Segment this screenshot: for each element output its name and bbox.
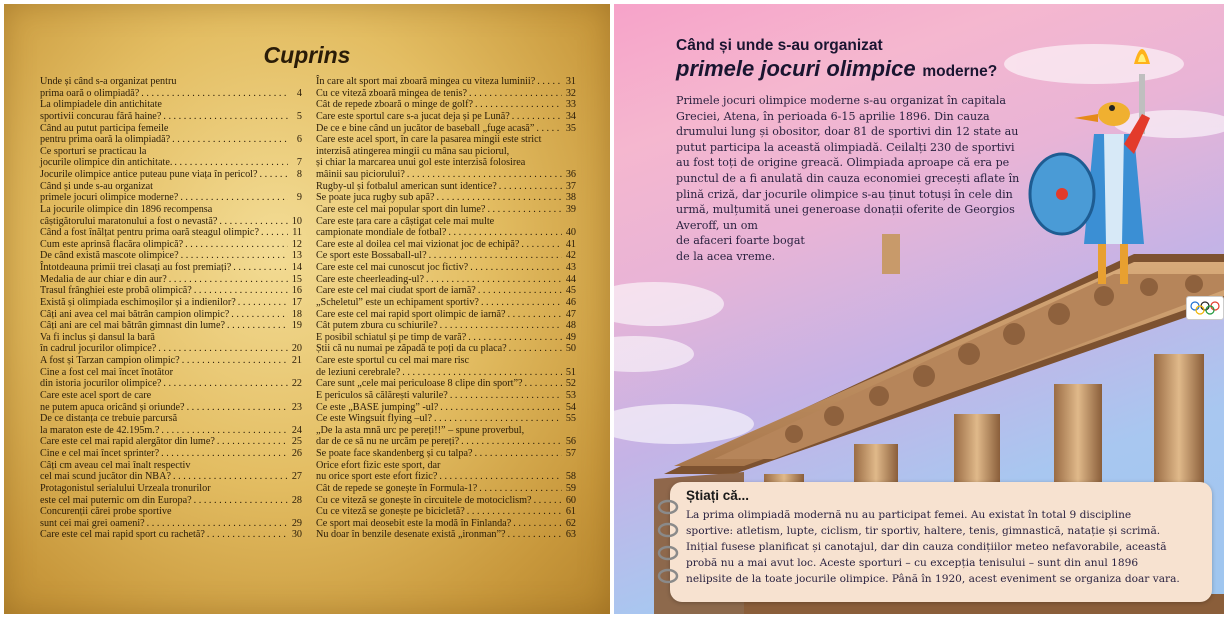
toc-leader-dots [521, 239, 562, 251]
toc-entry-text: este cel mai puternic om din Europa? [40, 494, 192, 506]
toc-page-number: 61 [565, 506, 576, 518]
toc-entry-text: cel mai scund jucător din NBA? [40, 471, 171, 483]
toc-leader-dots [448, 227, 562, 239]
toc-leader-dots [261, 227, 288, 239]
toc-entry [316, 402, 576, 414]
toc-entry [316, 495, 576, 507]
toc-leader-dots [194, 285, 288, 297]
toc-entry-text: Cum este aprinsă flacăra olimpică? [40, 238, 184, 250]
toc-entry-text: Nu doar în benzile desenate există „ironman”? [316, 529, 506, 541]
toc-entry [40, 297, 302, 309]
toc-page-number: 20 [291, 343, 302, 355]
question-heading-emphasis [676, 55, 997, 83]
toc-entry [40, 506, 302, 529]
toc-page-number: 19 [291, 320, 302, 332]
did-you-know-line: Inițial fusese planificat și canotajul, dar din cauza condițiilor meteo nefavorabile, această [686, 541, 1167, 554]
toc-leader-dots [231, 309, 288, 321]
toc-entry-text: sunt cei mai grei oameni? [40, 517, 145, 529]
toc-leader-dots [180, 192, 288, 204]
toc-page-number: 13 [291, 250, 302, 262]
toc-entry-text: Ce este „BASE jumping” -ul? [316, 401, 439, 413]
toc-entry [40, 460, 302, 483]
toc-entry [40, 332, 302, 355]
toc-entry-text: prima oară o olimpiadă? [40, 87, 140, 99]
toc-entry [40, 413, 302, 436]
toc-entry [316, 320, 576, 332]
toc-leader-dots [260, 169, 288, 181]
toc-page-number: 59 [565, 482, 576, 494]
toc-leader-dots [227, 320, 288, 332]
toc-page-number: 49 [565, 331, 576, 343]
did-you-know-line: sportive: atletism, lupte, ciclism, tir sportiv, haltere, tenis, gimnastică, natație și scrimă. [686, 525, 1161, 538]
toc-entry-text: „De la asta mnă urc pe pereți!!” – spune proverbul, [316, 424, 525, 436]
toc-page-number: 31 [565, 76, 576, 87]
toc-entry [316, 274, 576, 286]
toc-page-number: 23 [291, 401, 302, 413]
toc-page-number: 34 [565, 110, 576, 122]
toc-entry-text: În care alt sport mai zboară mingea cu viteza luminii? [316, 76, 536, 87]
toc-page-number: 53 [565, 389, 576, 401]
toc-page-number: 56 [565, 436, 576, 448]
toc-entry-text: Cu ce viteză se gonește în circuitele de motociclism? [316, 494, 532, 506]
toc-entry-text: Care este cel mai cunoscut joc fictiv? [316, 262, 469, 273]
toc-entry [40, 227, 302, 239]
toc-entry-text: Concurenții cărei probe sportive [40, 506, 172, 518]
toc-page-number: 14 [291, 262, 302, 273]
toc-entry-text: Jocurile olimpice antice puteau pune viața în pericol? [40, 169, 258, 180]
toc-leader-dots [469, 88, 562, 100]
toc-leader-dots [163, 378, 288, 390]
toc-entry-text: Care este sportul cu cel mai mare risc [316, 355, 470, 366]
toc-entry [316, 123, 576, 135]
toc-title: Cuprins [263, 42, 351, 68]
toc-leader-dots [467, 506, 562, 518]
toc-leader-dots [161, 448, 288, 460]
article-text-line: Primele jocuri olimpice moderne s-au organizat în capitala [676, 94, 1007, 107]
toc-leader-dots [182, 355, 288, 367]
toc-entry [316, 332, 576, 344]
toc-leader-dots [426, 274, 562, 286]
toc-leader-dots [439, 471, 562, 483]
toc-leader-dots [478, 285, 562, 297]
toc-entry [316, 413, 576, 425]
toc-leader-dots [509, 343, 562, 355]
toc-entry-text: Cât putem zbura cu schiurile? [316, 320, 438, 332]
toc-entry [40, 483, 302, 506]
article-text-line: putut participa la această olimpiadă. Ceilalți 230 de sportivi [676, 140, 1015, 154]
toc-page-number: 55 [565, 413, 576, 425]
toc-leader-dots [487, 204, 562, 216]
article-body [676, 93, 1036, 265]
toc-page-number: 10 [291, 215, 302, 227]
toc-entry-text: Când și unde s-au organizat [40, 180, 153, 192]
toc-page-number: 24 [291, 424, 302, 436]
toc-entry-text: Protagonistul serialului Urzeala tronurilor [40, 482, 211, 494]
toc-entry-text: Care este sportul care s-a jucat deja și pe Lună? [316, 110, 510, 122]
toc-page-number: 21 [291, 355, 302, 366]
toc-entry-text: nu orice sport este efort fizic? [316, 471, 438, 483]
toc-page-number: 33 [565, 99, 576, 111]
toc-entry-text: Care este cel mai ciudat sport de iarnă? [316, 285, 476, 297]
toc-entry [316, 506, 576, 518]
toc-entry [316, 285, 576, 297]
toc-entry-text: Cine e cel mai încet sprinter? [40, 448, 160, 459]
toc-leader-dots [161, 425, 288, 437]
spiral-binding-icon [656, 492, 680, 592]
toc-page-number: 15 [291, 273, 302, 285]
toc-page-number: 36 [565, 169, 576, 180]
toc-entry [40, 76, 302, 99]
toc-leader-dots [499, 181, 562, 193]
toc-entry [316, 111, 576, 123]
toc-page-number: 32 [565, 87, 576, 99]
toc-entry [40, 169, 302, 181]
toc-entry-text: Ce este Wingsuit flying –ul? [316, 413, 432, 425]
toc-entry [316, 378, 576, 390]
toc-leader-dots [207, 529, 288, 541]
toc-leader-dots [468, 332, 562, 344]
toc-entry-text: Știi că nu numai pe zăpadă te poți da cu placa? [316, 343, 507, 355]
toc-leader-dots [217, 436, 288, 448]
toc-entry [316, 134, 576, 181]
toc-entry-text: interzisă atingerea mingii cu mâna sau piciorul, [316, 145, 510, 157]
toc-entry-text: Întotdeauna primii trei clasați au fost premiați? [40, 262, 232, 273]
toc-entry [316, 529, 576, 541]
toc-entry [316, 239, 576, 251]
toc-leader-dots [158, 343, 288, 355]
toc-entry [40, 262, 302, 274]
toc-entry [40, 204, 302, 227]
toc-leader-dots [525, 378, 563, 390]
toc-entry-text: jocurile olimpice din antichitate. [40, 157, 173, 169]
toc-entry-text: Câți cm aveau cel mai înalt respectiv [40, 459, 191, 471]
toc-page-number: 12 [291, 238, 302, 250]
article-text-line: urmă, mulțumită unei generoase donații oferite de Georgios [676, 203, 1015, 217]
toc-leader-dots [402, 367, 562, 379]
toc-entry-text: și chiar la marcarea unui gol este interzisă folosirea [316, 157, 526, 169]
toc-page-number: 5 [296, 110, 302, 122]
did-you-know-line: La prima olimpiadă modernă nu au participat femei. Au existat în total 9 discipline [686, 509, 1132, 521]
toc-entry-text: pentru prima oară la olimpiadă? [40, 134, 171, 146]
toc-entry-text: Trasul frânghiei este probă olimpică? [40, 285, 192, 297]
toc-entry-text: ne putem apuca oricând și oriunde? [40, 401, 185, 413]
toc-leader-dots [440, 320, 562, 332]
toc-entry-text: Care este cheerleading-ul? [316, 273, 425, 285]
toc-entry-text: Ce sport mai deosebit este la modă în Finlanda? [316, 517, 512, 529]
did-you-know-line: nelipsite de la toate jocurile olimpice. Până în 1920, acest eveniment se organiza doar vara. [686, 573, 1180, 586]
toc-entry-text: primele jocuri olimpice moderne? [40, 192, 179, 204]
toc-leader-dots [508, 309, 562, 321]
toc-entry-text: câștigătorului maratonului a fost o nevastă? [40, 215, 218, 227]
article-text-line: plină criză, dar jocurile olimpice s-au ținut totuși în cele din [676, 187, 1013, 201]
toc-entry-text: campionate mondiale de fotbal? [316, 227, 447, 239]
toc-leader-dots [512, 111, 562, 123]
toc-entry [316, 76, 576, 88]
toc-page-number: 18 [291, 308, 302, 320]
toc-entry-text: Rugby-ul și fotbalul american sunt identice? [316, 180, 497, 192]
toc-page-number: 51 [565, 366, 576, 378]
toc-page-number: 4 [296, 87, 302, 99]
toc-entry-text: Ce sporturi se practicau la [40, 145, 147, 157]
toc-entry [316, 99, 576, 111]
toc-entry-text: la maraton este de 42.195m.? [40, 424, 160, 436]
toc-entry-text: Câți ani avea cel mai bătrân campion olimpic? [40, 308, 230, 320]
toc-column-left [40, 76, 302, 541]
did-you-know-box [670, 482, 1212, 602]
toc-leader-dots [141, 88, 288, 100]
toc-page-number: 7 [296, 157, 302, 169]
toc-leader-dots [534, 495, 562, 507]
toc-entry [316, 192, 576, 204]
toc-entry-text: Orice efort fizic este sport, dar [316, 459, 441, 471]
toc-entry-text: De ce distanța ce trebuie parcursă [40, 413, 178, 425]
toc-entry-text: Cine a fost cel mai încet înotător [40, 366, 173, 378]
toc-page-number: 22 [291, 378, 302, 390]
article-text-line: de la acea vreme. [676, 249, 776, 263]
article-text-line: de afaceri foarte bogat [676, 234, 805, 248]
toc-page-number: 16 [291, 285, 302, 297]
toc-leader-dots [513, 518, 562, 530]
toc-page-number: 26 [291, 448, 302, 459]
toc-page-number: 50 [565, 343, 576, 355]
toc-leader-dots [440, 402, 562, 414]
toc-entry [40, 436, 302, 448]
toc-entry-text: Care este cel mai rapid sport olimpic de iarnă? [316, 308, 506, 320]
toc-page-number: 43 [565, 262, 576, 273]
toc-entry [40, 285, 302, 297]
toc-leader-dots [407, 169, 562, 181]
toc-entry-text: din istoria jocurilor olimpice? [40, 378, 162, 390]
toc-entry-text: Când au putut participa femeile [40, 122, 169, 134]
toc-entry-text: Care este acel sport, în care la pasarea mingii este strict [316, 134, 542, 146]
toc-entry-text: de leziuni cerebrale? [316, 366, 401, 378]
toc-leader-dots [194, 495, 288, 507]
toc-leader-dots [536, 123, 562, 135]
toc-page-number: 40 [565, 227, 576, 239]
toc-entry-text: „Scheletul” este un echipament sportiv? [316, 296, 479, 308]
toc-entry [316, 390, 576, 402]
olympic-rings-icon [1186, 296, 1224, 320]
toc-page-number: 9 [296, 192, 302, 204]
mascot-bird [1030, 49, 1150, 284]
toc-entry [40, 355, 302, 367]
toc-entry-text: Când a fost înălțat pentru prima oară steagul olimpic? [40, 227, 259, 239]
toc-leader-dots [172, 134, 288, 146]
toc-entry [40, 367, 302, 390]
toc-page-number: 27 [291, 471, 302, 483]
toc-leader-dots [147, 518, 288, 530]
toc-entry [316, 204, 576, 216]
toc-leader-dots [174, 157, 288, 169]
toc-leader-dots [434, 413, 562, 425]
toc-page-number: 25 [291, 436, 302, 448]
toc-entry [40, 309, 302, 321]
toc-page-number: 42 [565, 250, 576, 262]
toc-entry-text: Cât de repede se gonește în Formula-1? [316, 482, 478, 494]
toc-entry-text: Care este cel mai rapid alergător din lume? [40, 436, 215, 448]
toc-leader-dots [481, 297, 562, 309]
toc-leader-dots [185, 239, 288, 251]
toc-leader-dots [537, 76, 562, 88]
toc-entry [40, 181, 302, 204]
toc-page-number: 39 [565, 203, 576, 215]
toc-entry [316, 181, 576, 193]
toc-page-number: 29 [291, 517, 302, 529]
toc-entry-text: Câți ani are cel mai bătrân gimnast din lume? [40, 320, 226, 332]
toc-leader-dots [508, 529, 562, 541]
toc-page-number: 8 [296, 169, 302, 180]
did-you-know-line: probă nu a mai avut loc. Aceste sporturi – cu excepția tenisului – sunt din anul 1896 [686, 557, 1139, 570]
toc-leader-dots [461, 436, 562, 448]
toc-entry-text: A fost și Tarzan campion olimpic? [40, 355, 180, 366]
toc-entry-text: Care este cel mai popular sport din lume? [316, 203, 486, 215]
toc-entry-text: sportivii concurau fără haine? [40, 110, 162, 122]
toc-leader-dots [187, 402, 288, 414]
question-big-text: primele jocuri olimpice [676, 56, 916, 81]
toc-page-number: 47 [565, 308, 576, 320]
toc-entry-text: Ce sport este Bossaball-ul? [316, 250, 427, 262]
toc-entry [40, 274, 302, 286]
toc-page-number: 28 [291, 494, 302, 506]
toc-entry-text: E posibil schiatul și pe timp de vară? [316, 331, 467, 343]
toc-leader-dots [475, 448, 562, 460]
toc-leader-dots [437, 192, 562, 204]
toc-entry-text: Medalia de aur chiar e din aur? [40, 273, 167, 285]
toc-leader-dots [163, 111, 288, 123]
article-text-line: Averoff, un om [676, 218, 758, 232]
toc-entry-text: Unde și când s-a organizat pentru [40, 76, 177, 87]
toc-entry [316, 518, 576, 530]
toc-page-number: 57 [565, 448, 576, 459]
toc-entry-text: Care este cel mai rapid sport cu rachetă? [40, 529, 205, 541]
toc-entry-text: mâinii sau piciorului? [316, 169, 405, 180]
toc-page-number: 41 [565, 238, 576, 250]
toc-entry-text: Cu ce viteză se gonește pe bicicletă? [316, 506, 465, 518]
toc-leader-dots [219, 216, 288, 228]
toc-entry [40, 448, 302, 460]
toc-entry [316, 262, 576, 274]
toc-page-number: 52 [565, 378, 576, 390]
toc-entry [40, 320, 302, 332]
toc-page-number: 30 [291, 529, 302, 541]
article-text-line: Greciei, Atena, în perioada 6-15 aprilie 1896. Din cauza [676, 109, 990, 123]
toc-entry-text: Se poate face skandenberg și cu talpa? [316, 448, 473, 459]
toc-page-number: 58 [565, 471, 576, 483]
toc-column-right [316, 76, 576, 541]
toc-page-number: 44 [565, 273, 576, 285]
toc-entry [316, 425, 576, 448]
toc-leader-dots [429, 250, 562, 262]
toc-page-number: 17 [291, 296, 302, 308]
toc-page-number: 46 [565, 296, 576, 308]
toc-page-number: 35 [565, 122, 576, 134]
toc-entry-text: La olimpiadele din antichitate [40, 99, 162, 111]
toc-page-number: 48 [565, 320, 576, 332]
article-text-line: drumului lung și obositor, doar 81 de sportivi din 12 state au [676, 125, 1019, 139]
toc-entry-text: Cu ce viteză zboară mingea de tenis? [316, 87, 468, 99]
question-small-text: moderne? [922, 63, 998, 80]
toc-leader-dots [181, 250, 288, 262]
toc-entry [40, 123, 302, 146]
toc-entry [316, 343, 576, 355]
toc-entry [316, 309, 576, 321]
article-page [614, 4, 1224, 614]
toc-entry [316, 355, 576, 378]
toc-page-number: 38 [565, 192, 576, 204]
toc-entry-text: Care sunt „cele mai periculoase 8 clipe din sport”? [316, 378, 523, 390]
toc-entry-text: Va fi inclus și dansul la bară [40, 331, 155, 343]
toc-leader-dots [173, 471, 288, 483]
toc-leader-dots [233, 262, 288, 274]
toc-entry [40, 390, 302, 413]
toc-page-number: 11 [292, 227, 302, 239]
toc-page-number: 37 [565, 180, 576, 192]
toc-entry-text: De când există mascote olimpice? [40, 250, 179, 262]
toc-entry-text: Care este al doilea cel mai vizionat joc de echipă? [316, 238, 520, 250]
toc-entry [316, 460, 576, 483]
toc-leader-dots [479, 483, 562, 495]
toc-entry-text: Care este acel sport de care [40, 389, 152, 401]
toc-page-number: 62 [565, 517, 576, 529]
toc-entry-text: în cadrul jocurilor olimpice? [40, 343, 157, 355]
toc-page [4, 4, 610, 614]
toc-page-number: 6 [296, 134, 302, 146]
did-you-know-text [686, 507, 1206, 587]
toc-page-number: 45 [565, 285, 576, 297]
toc-entry [316, 483, 576, 495]
toc-leader-dots [169, 274, 288, 286]
toc-entry [316, 216, 576, 239]
toc-entry-text: Se poate juca rugby sub apă? [316, 192, 435, 204]
did-you-know-title: Știați că... [686, 488, 750, 503]
toc-page-number: 60 [565, 494, 576, 506]
toc-entry-text: La jocurile olimpice din 1896 recompensa [40, 203, 213, 215]
toc-leader-dots [238, 297, 288, 309]
toc-entry-text: Cât de repede zboară o minge de golf? [316, 99, 473, 111]
toc-entry [316, 250, 576, 262]
toc-page-number: 54 [565, 401, 576, 413]
toc-entry [316, 297, 576, 309]
toc-entry [40, 99, 302, 122]
toc-entry-text: dar de ce să nu ne urcăm pe pereți? [316, 436, 460, 448]
article-text-line: punctul de a fi anulată din cauza economiei grecești aflate în [676, 171, 1020, 185]
toc-page-number: 63 [565, 529, 576, 541]
toc-leader-dots [470, 262, 562, 274]
toc-entry [316, 448, 576, 460]
toc-entry-text: E periculos să călărești valurile? [316, 389, 448, 401]
toc-entry-text: Care este țara care a câștigat cele mai multe [316, 215, 495, 227]
toc-entry [40, 529, 302, 541]
article-text-line: au fost toți de origine greacă. Olimpiada aproape că era pe [676, 156, 1010, 170]
question-heading: Când și unde s-au organizat [676, 37, 883, 54]
toc-leader-dots [475, 99, 562, 111]
toc-entry [40, 250, 302, 262]
toc-entry-text: De ce e bine când un jucător de baseball „fuge acasă” [316, 122, 535, 134]
toc-entry [316, 88, 576, 100]
toc-entry [40, 239, 302, 251]
toc-entry-text: Există și olimpiada eschimoșilor și a indienilor? [40, 296, 236, 308]
toc-leader-dots [450, 390, 562, 402]
toc-entry [40, 146, 302, 169]
